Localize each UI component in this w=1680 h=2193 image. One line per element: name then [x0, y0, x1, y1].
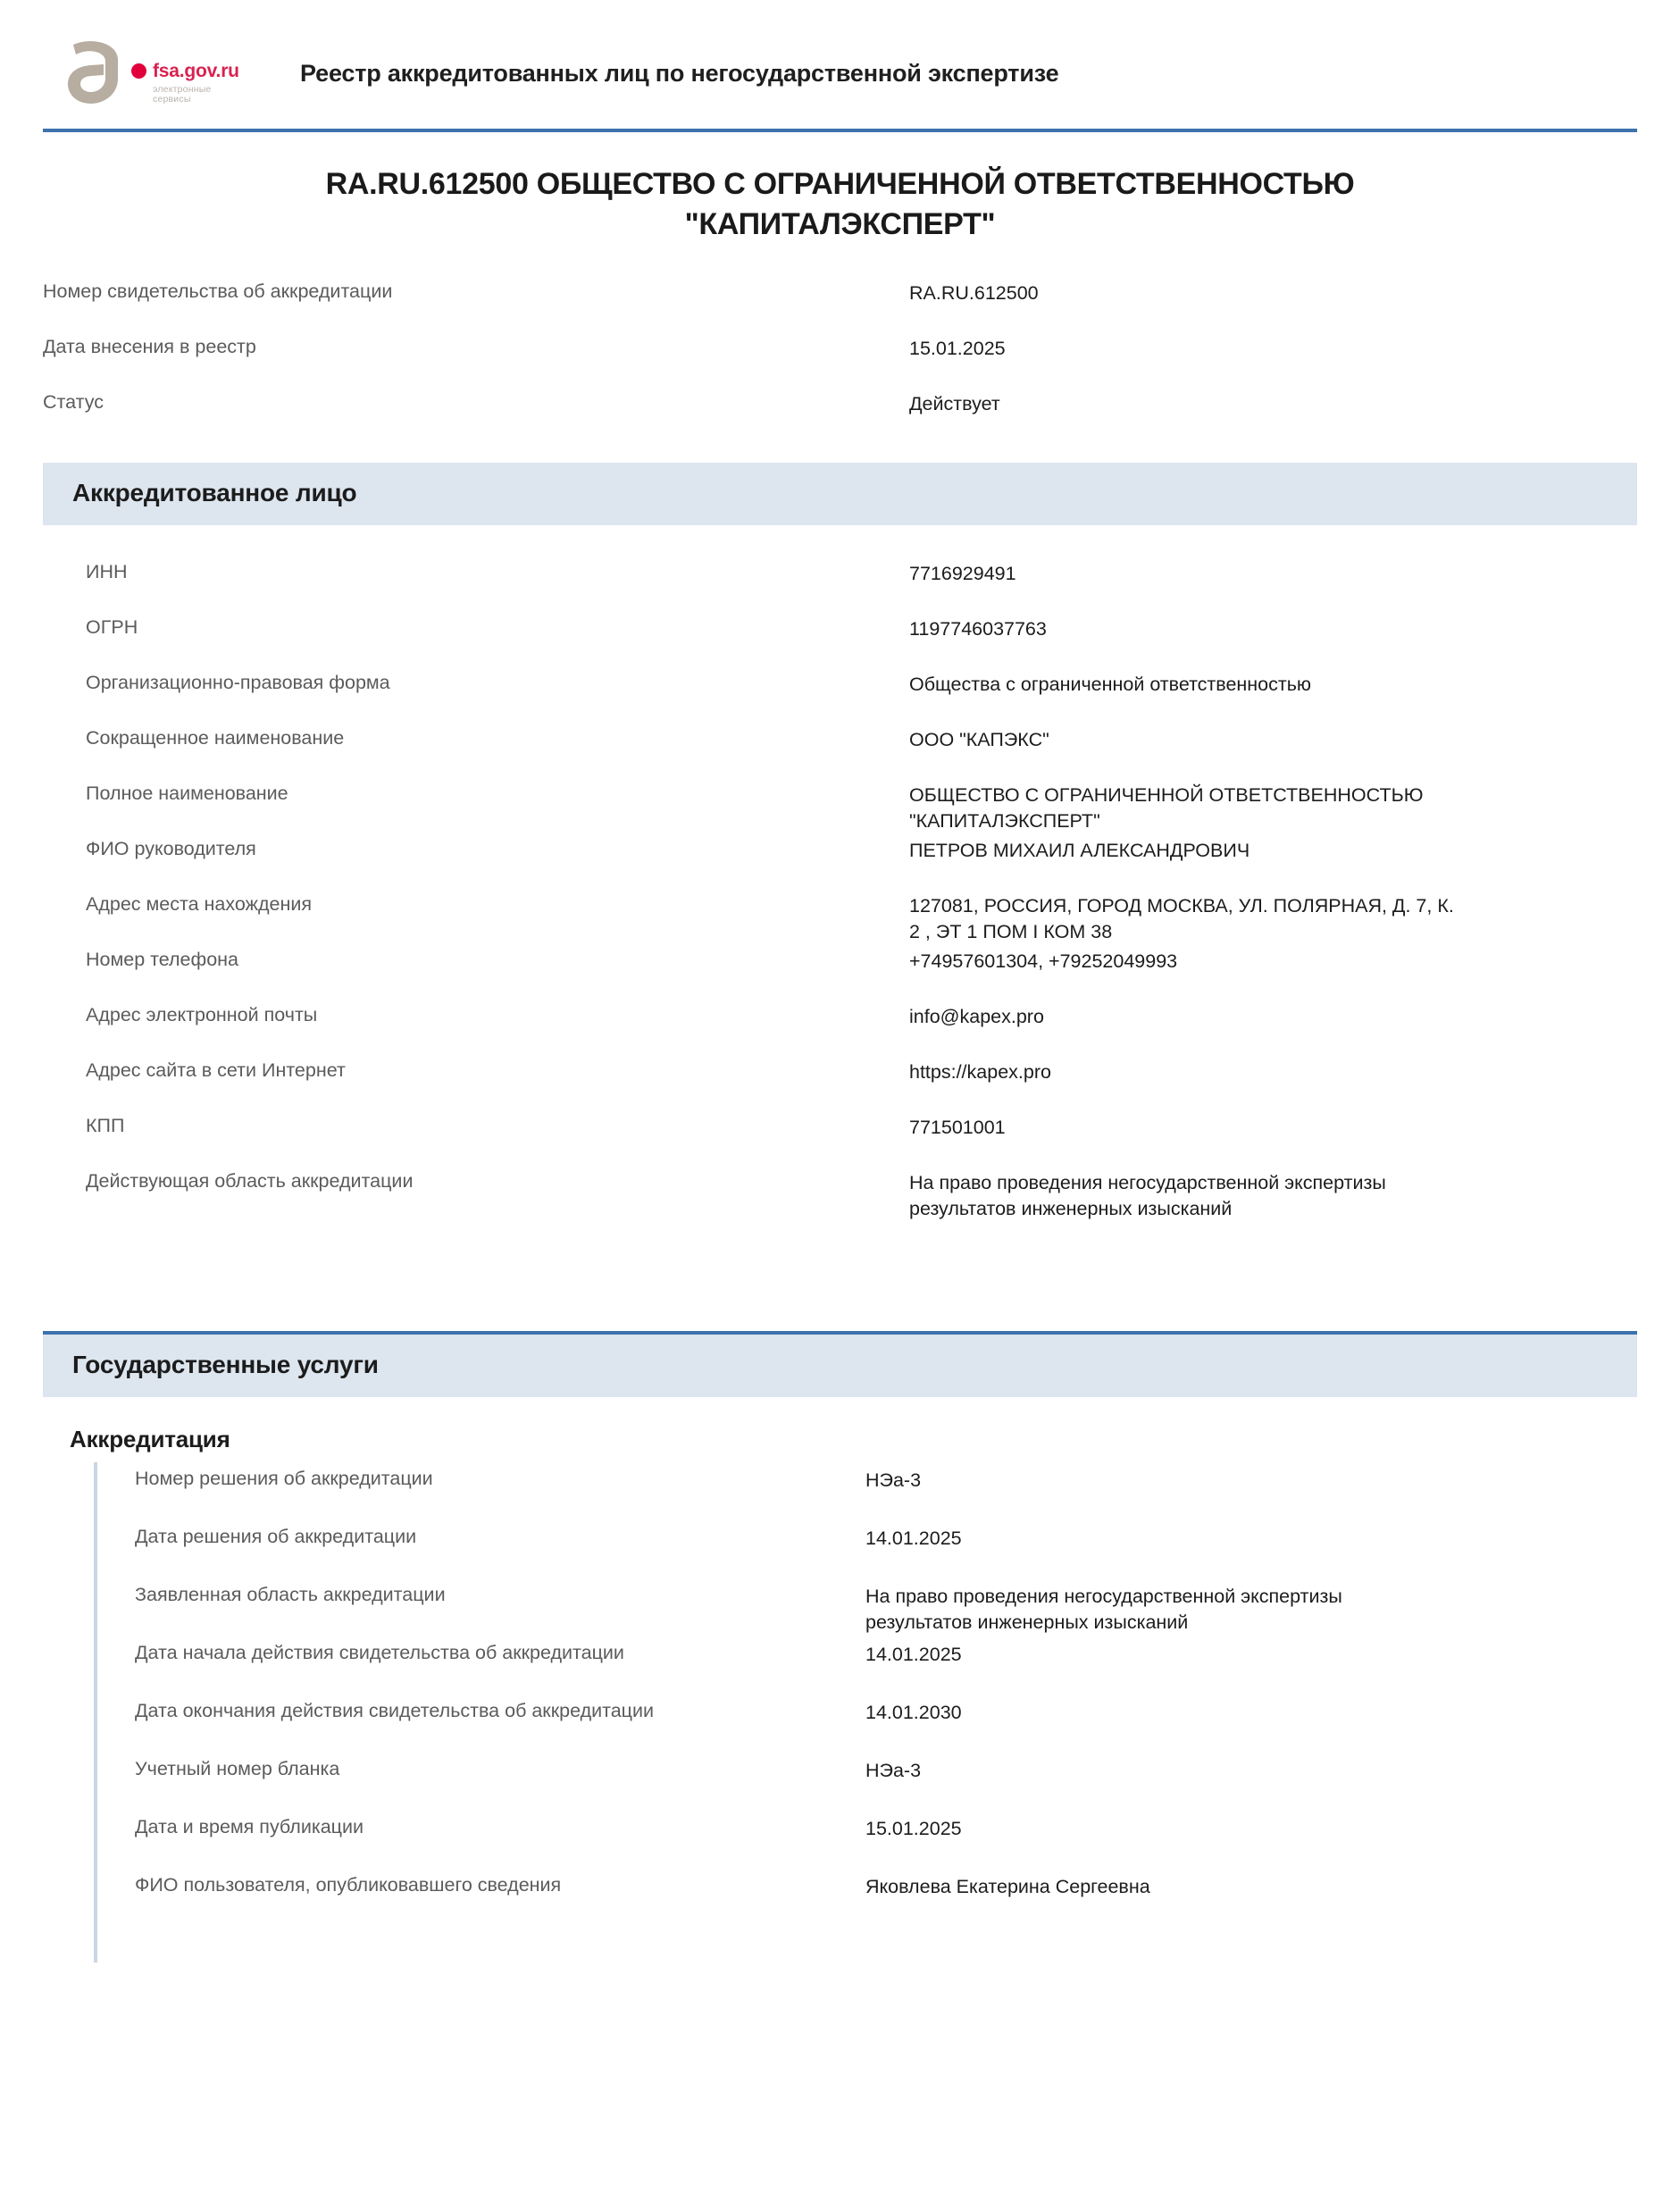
field-label: ФИО руководителя [86, 837, 256, 859]
field-label: Адрес сайта в сети Интернет [86, 1059, 346, 1081]
field-row [135, 1526, 1680, 1584]
field-label: Дата решения об аккредитации [135, 1525, 417, 1547]
gov-services-block [0, 1331, 1680, 1963]
site-header [0, 0, 1680, 105]
field-value-line2: результатов инженерных изысканий [865, 1611, 1189, 1633]
field-label: Заявленная область аккредитации [135, 1583, 446, 1605]
field-label: Дата внесения в реестр [43, 335, 256, 357]
field-value [865, 1816, 1680, 1842]
field-value [909, 1059, 1637, 1085]
field-value [865, 1584, 1680, 1636]
red-dot-icon [131, 63, 146, 79]
field-value [909, 1170, 1637, 1222]
field-label: Дата и время публикации [135, 1815, 364, 1837]
field-value-line1: Яковлева Екатерина Сергеевна [865, 1875, 1150, 1897]
field-value-line1: 1197746037763 [909, 617, 1047, 640]
field-value: 15.01.2025 [909, 337, 1006, 359]
field-label: Номер телефона [86, 948, 238, 970]
field-label: Номер свидетельства об аккредитации [43, 280, 393, 302]
fsa-logo[interactable] [64, 39, 247, 107]
field-row [43, 893, 1637, 949]
field-value [909, 672, 1637, 698]
field-value-line1: 14.01.2030 [865, 1701, 962, 1723]
field-value-line1: ООО "КАПЭКС" [909, 728, 1049, 750]
field-value [909, 893, 1637, 945]
field-label: Полное наименование [86, 782, 288, 804]
field-label: Адрес места нахождения [86, 892, 313, 915]
field-label: Сокращенное наименование [86, 726, 345, 749]
field-value: RA.RU.612500 [909, 281, 1039, 304]
field-value: Действует [909, 392, 1000, 414]
fsa-logo-text [123, 39, 247, 105]
field-row [135, 1816, 1680, 1874]
field-row [43, 336, 1637, 391]
field-label: Статус [43, 390, 104, 413]
fsa-domain-label: fsa.gov.ru [153, 61, 239, 81]
field-row [43, 1115, 1637, 1170]
field-row [135, 1584, 1680, 1642]
field-label: Дата начала действия свидетельства об аккредитации [135, 1641, 624, 1663]
document-title: RA.RU.612500 ОБЩЕСТВО С ОГРАНИЧЕННОЙ ОТВЕТСТВЕННОСТЬЮ "КАПИТАЛЭКСПЕРТ" [325, 167, 1355, 241]
field-value-line2: "КАПИТАЛЭКСПЕРТ" [909, 809, 1100, 832]
field-value [909, 616, 1637, 642]
field-row [135, 1758, 1680, 1816]
field-label: Действующая область аккредитации [86, 1169, 414, 1192]
summary-fields [0, 280, 1680, 447]
field-value [865, 1642, 1680, 1668]
field-value [909, 783, 1637, 834]
page-bottom-spacer [0, 1963, 1680, 2016]
field-label: Организационно-правовая форма [86, 671, 390, 693]
field-value [909, 1004, 1637, 1030]
field-value-line2: 2 , ЭТ 1 ПОМ I КОМ 38 [909, 920, 1113, 942]
field-label: Дата окончания действия свидетельства об аккредитации [135, 1699, 655, 1721]
field-value-line1: 15.01.2025 [865, 1817, 962, 1839]
field-value-line1: 771501001 [909, 1116, 1006, 1138]
field-value [865, 1700, 1680, 1726]
field-row [43, 783, 1637, 838]
field-label: Учетный номер бланка [135, 1757, 340, 1779]
field-value [865, 1874, 1680, 1900]
field-row [43, 949, 1637, 1004]
field-value-line1: НЭа-3 [865, 1759, 922, 1781]
field-label: ИНН [86, 560, 128, 582]
field-row [43, 727, 1637, 783]
field-value [865, 1526, 1680, 1552]
field-value-line1: https://kapex.pro [909, 1060, 1051, 1083]
fsa-emblem-icon [64, 39, 123, 104]
section-header-accredited-person: Аккредитованное лицо [43, 463, 1637, 525]
field-row [43, 616, 1637, 672]
field-value [909, 727, 1637, 753]
field-label: ОГРН [86, 615, 138, 638]
field-value [909, 561, 1637, 587]
field-row [43, 391, 1637, 447]
field-value [909, 838, 1637, 864]
field-row [43, 1004, 1637, 1059]
fsa-tagline: электронные сервисы [153, 84, 212, 105]
field-value-line1: НЭа-3 [865, 1469, 922, 1491]
header-divider [43, 129, 1637, 132]
subsection-title-accreditation: Аккредитация [70, 1425, 230, 1452]
field-value-line1: 14.01.2025 [865, 1643, 962, 1665]
field-value [865, 1468, 1680, 1494]
field-label: КПП [86, 1114, 125, 1136]
field-value-line1: ОБЩЕСТВО С ОГРАНИЧЕННОЙ ОТВЕТСТВЕННОСТЬЮ [909, 783, 1424, 806]
field-label: Номер решения об аккредитации [135, 1467, 433, 1489]
field-value-line1: Общества с ограниченной ответственностью [909, 673, 1312, 695]
field-label: Адрес электронной почты [86, 1003, 318, 1025]
page-title: Реестр аккредитованных лиц по негосударственной экспертизе [300, 59, 1059, 87]
field-value-line1: На право проведения негосударственной экспертизы [909, 1171, 1386, 1193]
field-value-line1: 7716929491 [909, 562, 1016, 584]
field-row [135, 1874, 1680, 1932]
fsa-logo-domain-row [131, 62, 247, 80]
field-row [43, 561, 1637, 616]
field-row [135, 1468, 1680, 1526]
field-row [135, 1700, 1680, 1758]
field-row [43, 1170, 1637, 1226]
field-value-line1: +74957601304, +79252049993 [909, 950, 1178, 972]
field-row [135, 1642, 1680, 1700]
field-value-line2: результатов инженерных изысканий [909, 1197, 1233, 1219]
field-value-line1: ПЕТРОВ МИХАИЛ АЛЕКСАНДРОВИЧ [909, 839, 1250, 861]
field-value [909, 1115, 1637, 1141]
accredited-person-fields [0, 561, 1680, 1226]
field-value [865, 1758, 1680, 1784]
field-row [43, 280, 1637, 336]
accreditation-details-group [94, 1462, 1680, 1963]
field-value-line1: info@kapex.pro [909, 1005, 1044, 1027]
field-value [909, 949, 1637, 975]
field-row [43, 838, 1637, 893]
section-header-gov-services: Государственные услуги [43, 1331, 1637, 1397]
field-row [43, 672, 1637, 727]
field-value-line1: 14.01.2025 [865, 1527, 962, 1549]
field-label: ФИО пользователя, опубликовавшего сведения [135, 1873, 562, 1896]
field-row [43, 1059, 1637, 1115]
field-value-line1: На право проведения негосударственной экспертизы [865, 1585, 1342, 1607]
field-value-line1: 127081, РОССИЯ, ГОРОД МОСКВА, УЛ. ПОЛЯРНАЯ, Д. 7, К. [909, 894, 1454, 917]
